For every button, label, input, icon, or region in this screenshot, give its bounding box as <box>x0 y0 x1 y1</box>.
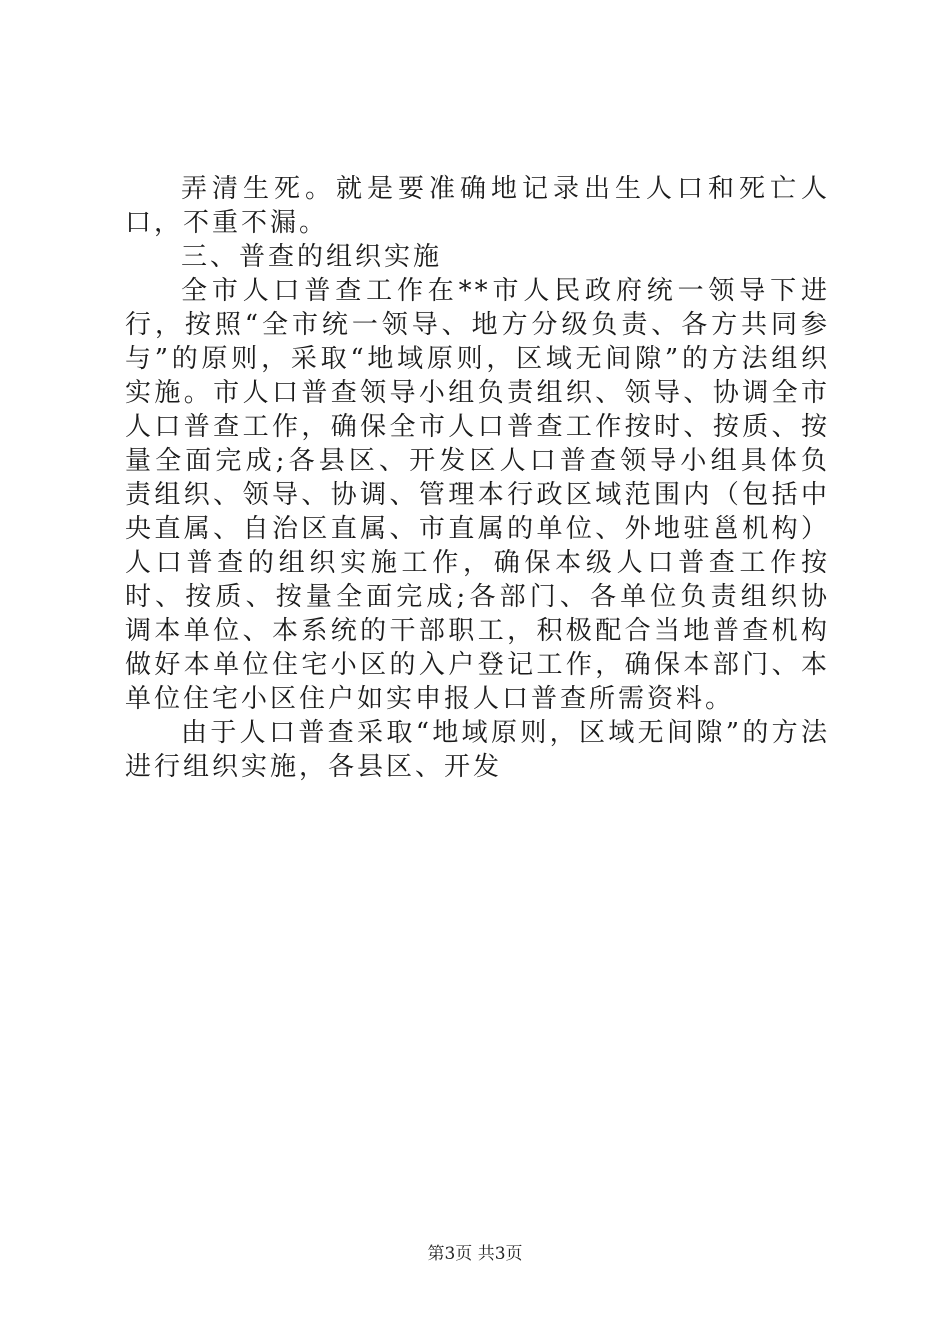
page-number-footer: 第3页 共3页 <box>427 1244 523 1264</box>
paragraph-organization: 全市人口普查工作在**市人民政府统一领导下进行，按照“全市统一领导、地方分级负责、各方共同参与”的原则，采取“地域原则，区域无间隙”的方法组织实施。市人口普查领导小组负责组织、领导、协调全市人口普查工作，确保全市人口普查工作按时、按质、按量全面完成;各县区、开发区人口普查领导小组具体负责组织、领导、协调、管理本行政区域范围内（包括中央直属、自治区直属、市直属的单位、外地驻邕机构）人口普查的组织实施工作，确保本级人口普查工作按时、按质、按量全面完成;各部门、各单位负责组织协调本单位、本系统的干部职工，积极配合当地普查机构做好本单位住宅小区的入户登记工作，确保本部门、本单位住宅小区住户如实申报人口普查所需资料。 <box>125 276 830 714</box>
document-body <box>125 172 830 784</box>
paragraph-birth-death: 弄清生死。就是要准确地记录出生人口和死亡人口，不重不漏。 <box>125 174 830 238</box>
paragraph-continuation: 由于人口普查采取“地域原则，区域无间隙”的方法进行组织实施，各县区、开发 <box>125 718 830 782</box>
section-heading: 三、普查的组织实施 <box>181 242 443 272</box>
